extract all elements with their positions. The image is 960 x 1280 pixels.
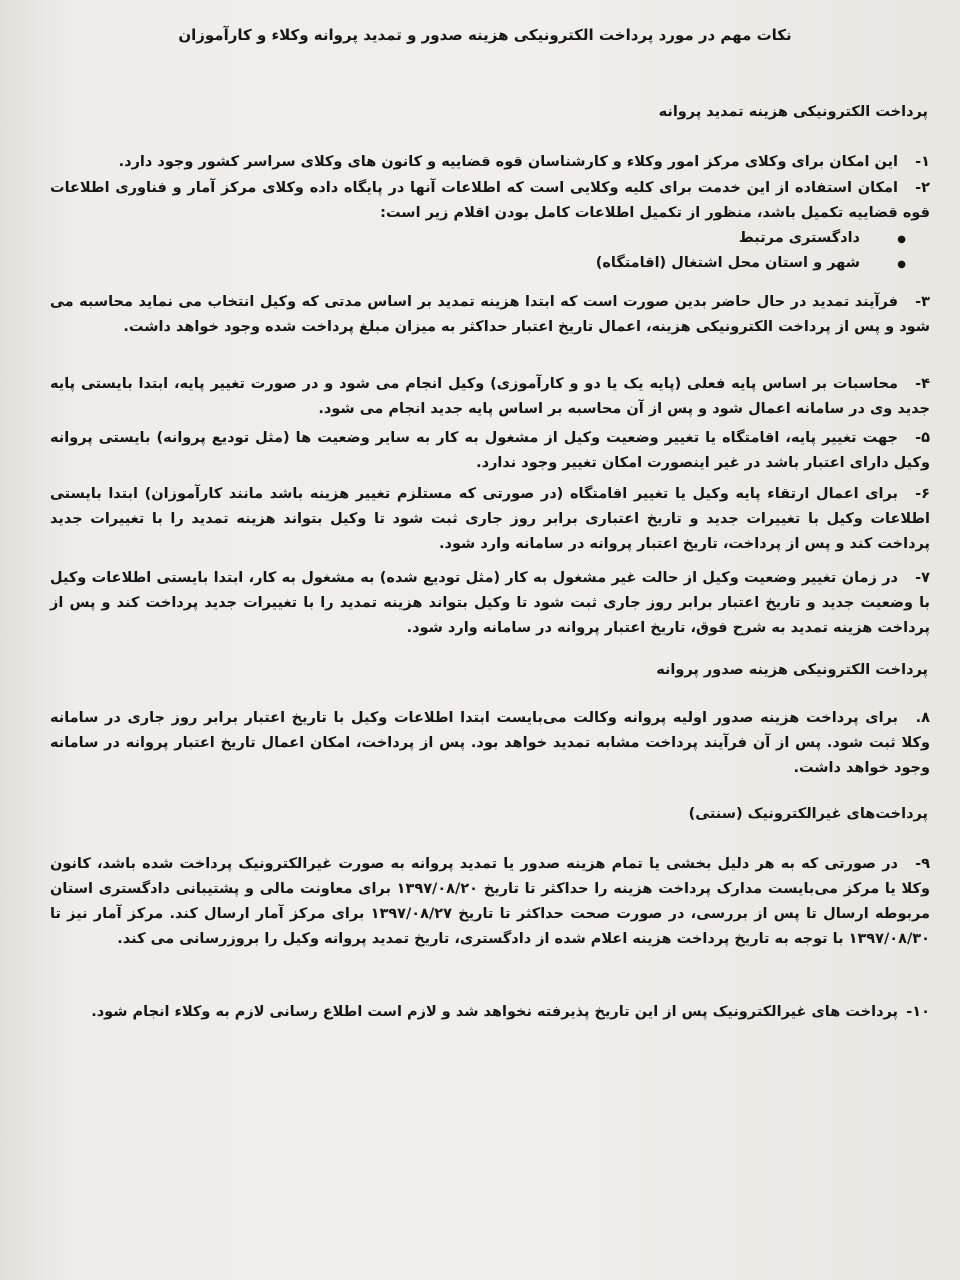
list-item-5	[50, 426, 930, 476]
section-heading-renewal: پرداخت الکترونیکی هزینه تمدید پروانه	[658, 104, 928, 120]
list-item-7	[50, 566, 930, 641]
item-text: محاسبات بر اساس پایه فعلی (پایه یک یا دو و کارآموزی) وکیل انجام می شود و در صورت تغییر پایه، ابتدا بایستی پایه جدید وی در سامانه اعمال شود و پس از آن محاسبه بر اساس پایه جدید انجام می شود.	[50, 376, 930, 417]
bullet-item: ● شهر و استان محل اشتغال (اقامتگاه)	[50, 251, 860, 276]
list-item-2	[50, 176, 930, 276]
document-title: نکات مهم در مورد پرداخت الکترونیکی هزینه صدور و تمدید پروانه وکلاء و کارآموزان	[178, 26, 792, 44]
list-item-4	[50, 372, 930, 422]
item-text: پرداخت های غیرالکترونیک پس از این تاریخ پذیرفته نخواهد شد و لازم است اطلاع رسانی لازم به وکلاء انجام شود.	[91, 1004, 898, 1020]
item-text: برای اعمال ارتقاء پایه وکیل یا تغییر اقامتگاه (در صورتی که مستلزم تغییر هزینه باشد مانند کارآموزان) ابتدا بایستی اطلاعات وکیل با تغییرات جدید و تاریخ اعتباری برابر روز جاری ثبت شود تا وکیل بتواند هزینه تمدید را با تغییرات جدید پرداخت کند و پس از پرداخت، تاریخ اعتبار پروانه در سامانه وارد شود.	[50, 486, 930, 552]
list-item-6	[50, 482, 930, 557]
item-text: جهت تغییر پایه، اقامتگاه یا تغییر وضعیت وکیل از مشغول به کار به سایر وضعیت ها (مثل تودیع پروانه) بایستی پروانه وکیل دارای اعتبار باشد در غیر اینصورت امکان تغییر وجود ندارد.	[50, 430, 930, 471]
list-item-3	[50, 290, 930, 340]
item-number: ۱۰-	[906, 1004, 930, 1020]
item-number: ۵-	[915, 430, 930, 446]
item-number: ۴-	[915, 376, 930, 392]
item-number: ۱-	[915, 154, 930, 170]
list-item-1	[50, 150, 930, 175]
list-item-8	[50, 706, 930, 781]
item-text: در زمان تغییر وضعیت وکیل از حالت غیر مشغول به کار (مثل تودیع شده) به مشغول به کار، ابتدا بایستی اطلاعات وکیل با وضعیت جدید و تاریخ اعتبار برابر روز جاری ثبت شود تا وکیل بتواند هزینه تمدید را با تغییرات جدید پرداخت کند و پس از پرداخت هزینه تمدید به شرح فوق، تاریخ اعتبار پروانه در سامانه وارد شود.	[50, 570, 930, 636]
list-item-9	[50, 852, 930, 952]
item-text: برای پرداخت هزینه صدور اولیه پروانه وکالت می‌بایست ابتدا اطلاعات وکیل با تاریخ اعتبار برابر روز جاری در سامانه وکلا ثبت شود. پس از آن فرآیند پرداخت مشابه تمدید خواهد بود. پس از پرداخت، امکان اعمال تاریخ اعتبار پروانه در سامانه وجود خواهد داشت.	[50, 710, 930, 776]
item-text: این امکان برای وکلای مرکز امور وکلاء و کارشناسان قوه قضاییه و کانون های وکلای سراسر کشور وجود دارد.	[118, 154, 898, 170]
item-text: فرآیند تمدید در حال حاضر بدین صورت است که ابتدا هزینه تمدید بر اساس مدتی که وکیل انتخاب می نماید محاسبه می شود و پس از پرداخت الکترونیکی هزینه، اعمال تاریخ اعتبار حداکثر به میزان مبلغ پرداخت شده وجود خواهد داشت.	[50, 294, 930, 335]
section-heading-issuance: پرداخت الکترونیکی هزینه صدور پروانه	[656, 662, 928, 678]
item-number: ۸.	[915, 710, 930, 726]
section-heading-non-electronic: پرداخت‌های غیرالکترونیک (سنتی)	[688, 806, 928, 822]
item-number: ۲-	[915, 180, 930, 196]
required-fields-list	[50, 226, 930, 276]
item-number: ۷-	[915, 570, 930, 586]
item-text: امکان استفاده از این خدمت برای کلیه وکلایی است که اطلاعات آنها در پایگاه داده وکلای مرکز آمار و فناوری اطلاعات قوه قضاییه تکمیل باشد، منظور از تکمیل اطلاعات کامل بودن اقلام زیر است:	[50, 180, 930, 221]
item-number: ۶-	[915, 486, 930, 502]
item-number: ۹-	[915, 856, 930, 872]
bullet-item: ● دادگستری مرتبط	[50, 226, 860, 251]
item-number: ۳-	[915, 294, 930, 310]
list-item-10	[50, 1000, 930, 1025]
item-text: در صورتی که به هر دلیل بخشی یا تمام هزینه صدور یا تمدید پروانه به صورت غیرالکترونیک پرداخت شده باشد، کانون وکلا یا مرکز می‌بایست مدارک پرداخت هزینه را حداکثر تا تاریخ ۱۳۹۷/۰۸/۲۰ برای معاونت مالی و پشتیبانی دادگستری استان مربوطه ارسال تا پس از بررسی، در صورت صحت حداکثر تا تاریخ ۱۳۹۷/۰۸/۲۷ برای مرکز آمار ارسال کند. مرکز آمار نیز تا ۱۳۹۷/۰۸/۳۰ با توجه به تاریخ پرداخت هزینه اعلام شده از دادگستری، تاریخ تمدید پروانه وکیل را بروزرسانی می کند.	[50, 856, 931, 947]
